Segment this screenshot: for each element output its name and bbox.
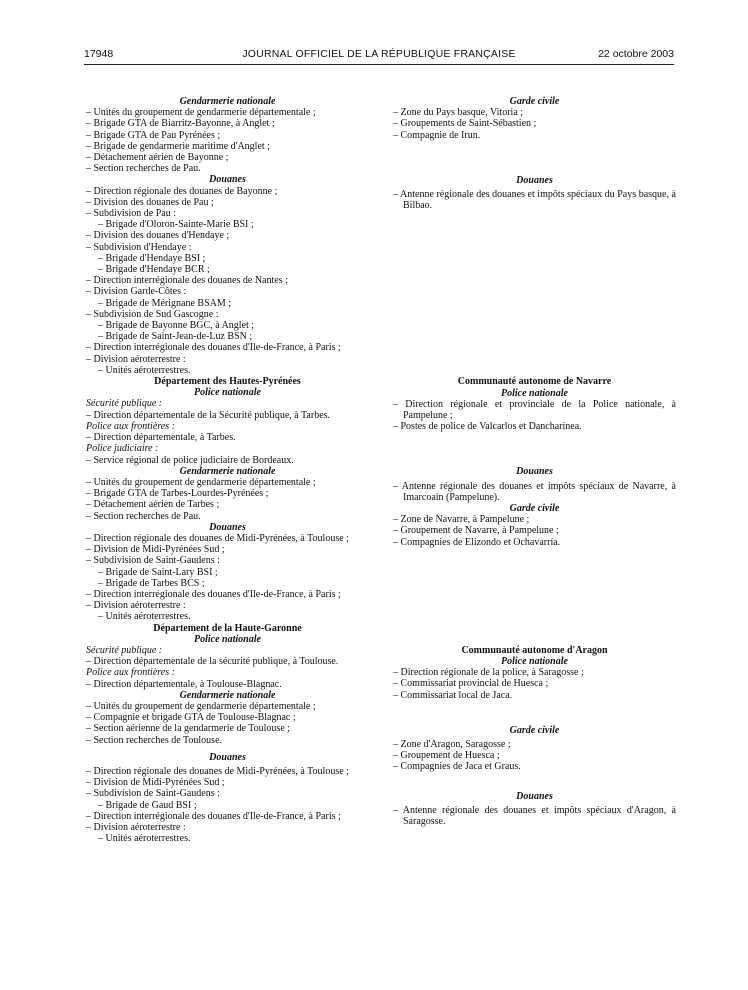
section-heading: Douanes	[516, 174, 553, 186]
list-item: – Division aéroterrestre :	[86, 353, 186, 365]
list-item: – Zone d'Aragon, Saragosse ;	[393, 739, 511, 751]
list-item: – Compagnie de Irun.	[393, 129, 481, 141]
list-item: – Unités du groupement de gendarmerie départementale ;	[86, 107, 316, 119]
list-item: – Division aéroterrestre :	[86, 822, 186, 833]
department-heading: Communauté autonome d'Aragon	[461, 644, 608, 656]
list-item: – Compagnies de Jaca et Graus.	[393, 761, 521, 773]
section-heading: Garde civile	[509, 503, 560, 515]
section-heading: Douanes	[516, 790, 553, 802]
list-item: – Brigade GTA de Biarritz-Bayonne, à Anglet ;	[86, 118, 275, 130]
department-heading: Département de la Haute-Garonne	[153, 622, 302, 634]
list-item: – Division des douanes d'Hendaye ;	[86, 230, 230, 242]
sub-list-item: – Brigade d'Oloron-Sainte-Marie BSI ;	[98, 219, 254, 231]
page-header	[84, 48, 674, 64]
list-item: – Direction régionale des douanes de Midi-Pyrénées, à Toulouse ;	[86, 765, 349, 777]
list-item: – Service régional de police judiciaire de Bordeaux.	[86, 454, 294, 466]
list-item: – Section aérienne de la gendarmerie de Toulouse ;	[86, 723, 291, 735]
section-heading: Douanes	[209, 751, 246, 763]
section-heading: Gendarmerie nationale	[179, 689, 276, 701]
subsection-label: Sécurité publique :	[86, 398, 163, 410]
list-item: – Direction interrégionale des douanes d'Ile-de-France, à Paris ;	[86, 810, 341, 822]
left-column	[86, 96, 369, 844]
list-item: – Section recherches de Toulouse.	[86, 734, 223, 746]
subsection-label: Police aux frontières :	[86, 667, 175, 679]
sub-list-item: – Brigade de Gaud BSI ;	[98, 799, 197, 811]
list-item: – Direction interrégionale des douanes d'Ile-de-France, à Paris ;	[86, 342, 341, 354]
list-item: – Détachement aérien de Bayonne ;	[86, 152, 229, 164]
list-item: – Zone de Navarre, à Pampelune ;	[393, 514, 530, 526]
list-item: – Direction régionale de la police, à Saragosse ;	[393, 667, 584, 679]
list-item: – Postes de police de Valcarlos et Dancharinea.	[393, 421, 582, 433]
list-item: – Division de Midi-Pyrénées Sud ;	[86, 777, 225, 789]
list-item: – Direction départementale de la sécurité publique, à Toulouse.	[86, 656, 339, 668]
subsection-label: Sécurité publique :	[86, 644, 163, 656]
list-item: – Section recherches de Pau.	[86, 510, 201, 522]
page-number: 17948	[84, 48, 114, 60]
list-item: – Direction régionale des douanes de Bayonne ;	[86, 185, 278, 197]
section-heading: Gendarmerie nationale	[179, 465, 276, 477]
list-item: – Subdivision de Saint-Gaudens :	[86, 555, 220, 567]
header-rule	[84, 64, 674, 65]
list-item: – Division Garde-Côtes :	[86, 286, 187, 298]
sub-list-item: – Brigade de Saint-Lary BSI ;	[98, 566, 218, 578]
subsection-label: Police judiciaire :	[86, 443, 159, 455]
list-item: – Commissariat local de Jaca.	[393, 689, 513, 701]
list-item: – Compagnie et brigade GTA de Toulouse-Blagnac ;	[86, 712, 296, 724]
list-item: – Antenne régionale des douanes et impôts spéciaux du Pays basque, à Bilbao.	[393, 189, 676, 212]
list-item: – Antenne régionale des douanes et impôts spéciaux de Navarre, à Imarcoain (Pampelune).	[393, 480, 676, 503]
list-item: – Subdivision de Sud Gascogne :	[86, 308, 219, 320]
list-item: – Direction interrégionale des douanes de Nantes ;	[86, 275, 288, 287]
section-heading: Douanes	[209, 521, 246, 533]
list-item: – Division des douanes de Pau ;	[86, 196, 214, 208]
sub-list-item: – Unités aéroterrestres.	[98, 833, 191, 845]
list-item: – Direction départementale de la Sécurité publique, à Tarbes.	[86, 409, 331, 421]
list-item: – Subdivision de Pau :	[86, 208, 177, 220]
sub-list-item: – Brigade de Bayonne BGC, à Anglet ;	[98, 320, 255, 332]
journal-title: JOURNAL OFFICIEL DE LA RÉPUBLIQUE FRANÇAISE	[242, 48, 516, 60]
section-heading: Police nationale	[194, 387, 261, 399]
department-heading: Communauté autonome de Navarre	[457, 376, 612, 388]
section-heading: Police nationale	[501, 387, 568, 399]
list-item: – Division aéroterrestre :	[86, 600, 186, 612]
sub-list-item: – Brigade d'Hendaye BSI ;	[98, 252, 206, 264]
list-item: – Direction départementale, à Toulouse-Blagnac.	[86, 678, 282, 690]
section-heading: Garde civile	[509, 96, 560, 107]
list-item: – Direction interrégionale des douanes d'Ile-de-France, à Paris ;	[86, 588, 341, 600]
sub-list-item: – Brigade d'Hendaye BCR ;	[98, 264, 210, 276]
list-item: – Subdivision de Saint-Gaudens :	[86, 788, 220, 800]
section-heading: Garde civile	[509, 724, 560, 736]
sub-list-item: – Unités aéroterrestres.	[98, 364, 191, 376]
list-item: – Subdivision d'Hendaye :	[86, 241, 192, 253]
list-item: – Commissariat provincial de Huesca ;	[393, 678, 549, 690]
list-item: – Division de Midi-Pyrénées Sud ;	[86, 544, 225, 556]
list-item: – Brigade GTA de Tarbes-Lourdes-Pyrénées ;	[86, 488, 269, 500]
list-item: – Brigade GTA de Pau Pyrénées ;	[86, 129, 221, 141]
list-item: – Antenne régionale des douanes et impôts spéciaux d'Aragon, à Saragosse.	[393, 804, 676, 828]
issue-date: 22 octobre 2003	[598, 48, 674, 60]
right-column	[393, 96, 676, 827]
list-item: – Groupement de Huesca ;	[393, 750, 500, 762]
list-item: – Brigade de gendarmerie maritime d'Anglet ;	[86, 140, 270, 152]
list-item: – Direction régionale et provinciale de la Police nationale, à Pampelune ;	[393, 398, 676, 422]
sub-list-item: – Unités aéroterrestres.	[98, 611, 191, 623]
list-item: – Direction départementale, à Tarbes.	[86, 432, 236, 444]
sub-list-item: – Brigade de Saint-Jean-de-Luz BSN ;	[98, 331, 253, 343]
section-heading: Police nationale	[501, 656, 568, 668]
section-heading: Douanes	[516, 466, 553, 478]
list-item: – Zone du Pays basque, Vitoria ;	[393, 107, 524, 119]
sub-list-item: – Brigade de Mérignane BSAM ;	[98, 297, 232, 309]
list-item: – Compagnies de Elizondo et Ochavarría.	[393, 536, 561, 548]
list-item: – Unités du groupement de gendarmerie départementale ;	[86, 476, 316, 488]
section-heading: Gendarmerie nationale	[179, 96, 276, 107]
sub-list-item: – Brigade de Tarbes BCS ;	[98, 577, 205, 589]
list-item: – Groupement de Navarre, à Pampelune ;	[393, 525, 559, 537]
subsection-label: Police aux frontières :	[86, 420, 175, 432]
list-item: – Groupements de Saint-Sébastien ;	[393, 118, 537, 130]
list-item: – Section recherches de Pau.	[86, 163, 201, 175]
section-heading: Police nationale	[194, 633, 261, 645]
list-item: – Détachement aérien de Tarbes ;	[86, 499, 220, 511]
section-heading: Douanes	[209, 174, 246, 186]
list-item: – Unités du groupement de gendarmerie départementale ;	[86, 700, 316, 712]
department-heading: Département des Hautes-Pyrénées	[154, 376, 301, 388]
list-item: – Direction régionale des douanes de Midi-Pyrénées, à Toulouse ;	[86, 532, 349, 544]
